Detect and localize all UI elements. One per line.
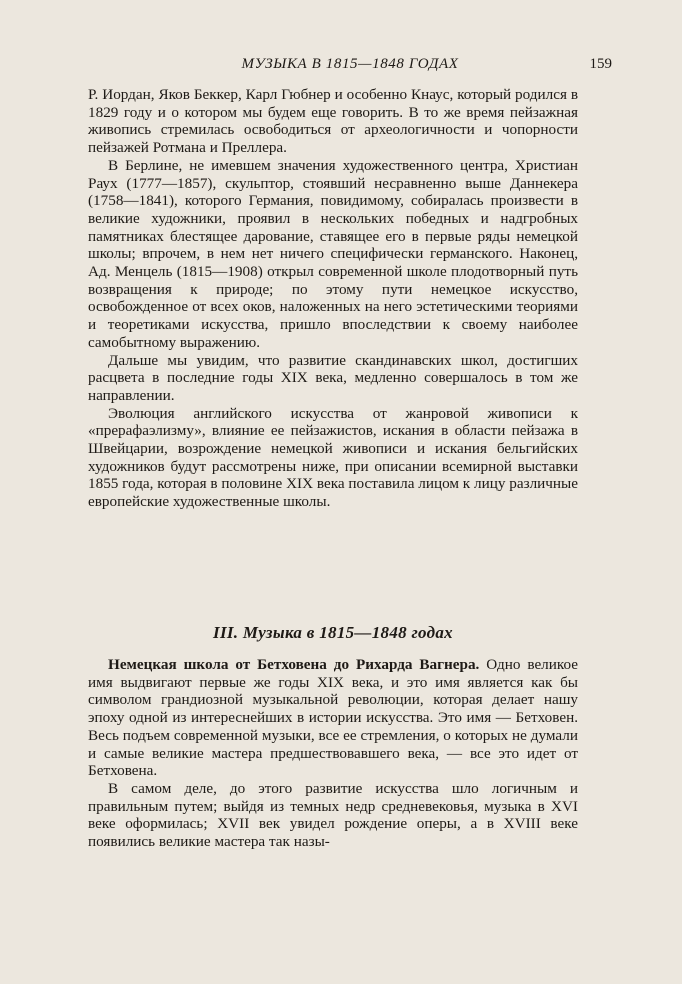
section-paragraph-2: В самом деле, до этого развитие искусства шло логичным и правильным путем; выйдя из темных недр средневековья, музыка в XVI веке оформилась; XVII век увидел рождение оперы, а в XVIII веке появились великие мастера так назы- xyxy=(88,779,578,851)
paragraph-2: В Берлине, не имевшем значения художественного центра, Христиан Раух (1777—1857), скульптор, стоявший несравненно выше Даннекера (1758—1841), которого Германия, повидимому, собиралась произвести в великие художники, проявил в нескольких победных и надгробных памятниках блестящее дарование, ставящее его в первые ряды немецкой школы; впрочем, в нем нет ничего специфически германского. Наконец, Ад. Менцель (1815—1908) открыл современной школе плодотворный путь возвращения к природе; по этому пути немецкое искусство, освобожденное от всех оков, наложенных на него эстетическими теориями и теоретиками искусства, пришло впоследствии к своему наиболее самобытному выражению. xyxy=(88,156,578,351)
page-header xyxy=(88,56,612,84)
running-title: МУЗЫКА В 1815—1848 ГОДАХ xyxy=(241,56,459,72)
section-lead-heading: Немецкая школа от Бетховена до Рихарда Вагнера. xyxy=(108,656,480,673)
paragraph-1: Р. Иордан, Яков Беккер, Карл Гюбнер и особенно Кнаус, который родился в 1829 году и о котором мы будем еще говорить. В то же время пейзажная живопись стремилась освободиться от археологичности и чопорности пейзажей Ротмана и Преллера. xyxy=(88,86,578,157)
section-title: III. Музыка в 1815—1848 годах xyxy=(213,623,453,642)
section-paragraph-1 xyxy=(88,656,578,780)
section-body xyxy=(88,656,578,851)
paragraph-4: Эволюция английского искусства от жанровой живописи к «прерафаэлизму», влияние ее пейзажистов, искания в области пейзажа в Швейцарии, возрождение немецкой живописи и искания бельгийских художников будут рассмотрены ниже, при описании всемирной выставки 1855 года, которая в половине XIX века поставила лицом к лицу различные европейские художественные школы. xyxy=(88,404,578,511)
section-paragraph-1-text: Одно великое имя выдвигают первые же годы XIX века, и это имя является как бы символом грандиозной музыкальной революции, которая делает нашу эпоху одной из интереснейших в истории искусства. Это имя — Бетховен. Весь подъем современной музыки, все ее стремления, о которых не думали и самые великие мастера предшествовавшего века, — все это идет от Бетховена. xyxy=(88,656,579,780)
page-content xyxy=(88,86,579,851)
page-number: 159 xyxy=(589,56,612,72)
paragraph-3: Дальше мы увидим, что развитие скандинавских школ, достигших расцвета в последние годы XIX века, медленно совершалось в том же направлении. xyxy=(88,351,578,404)
